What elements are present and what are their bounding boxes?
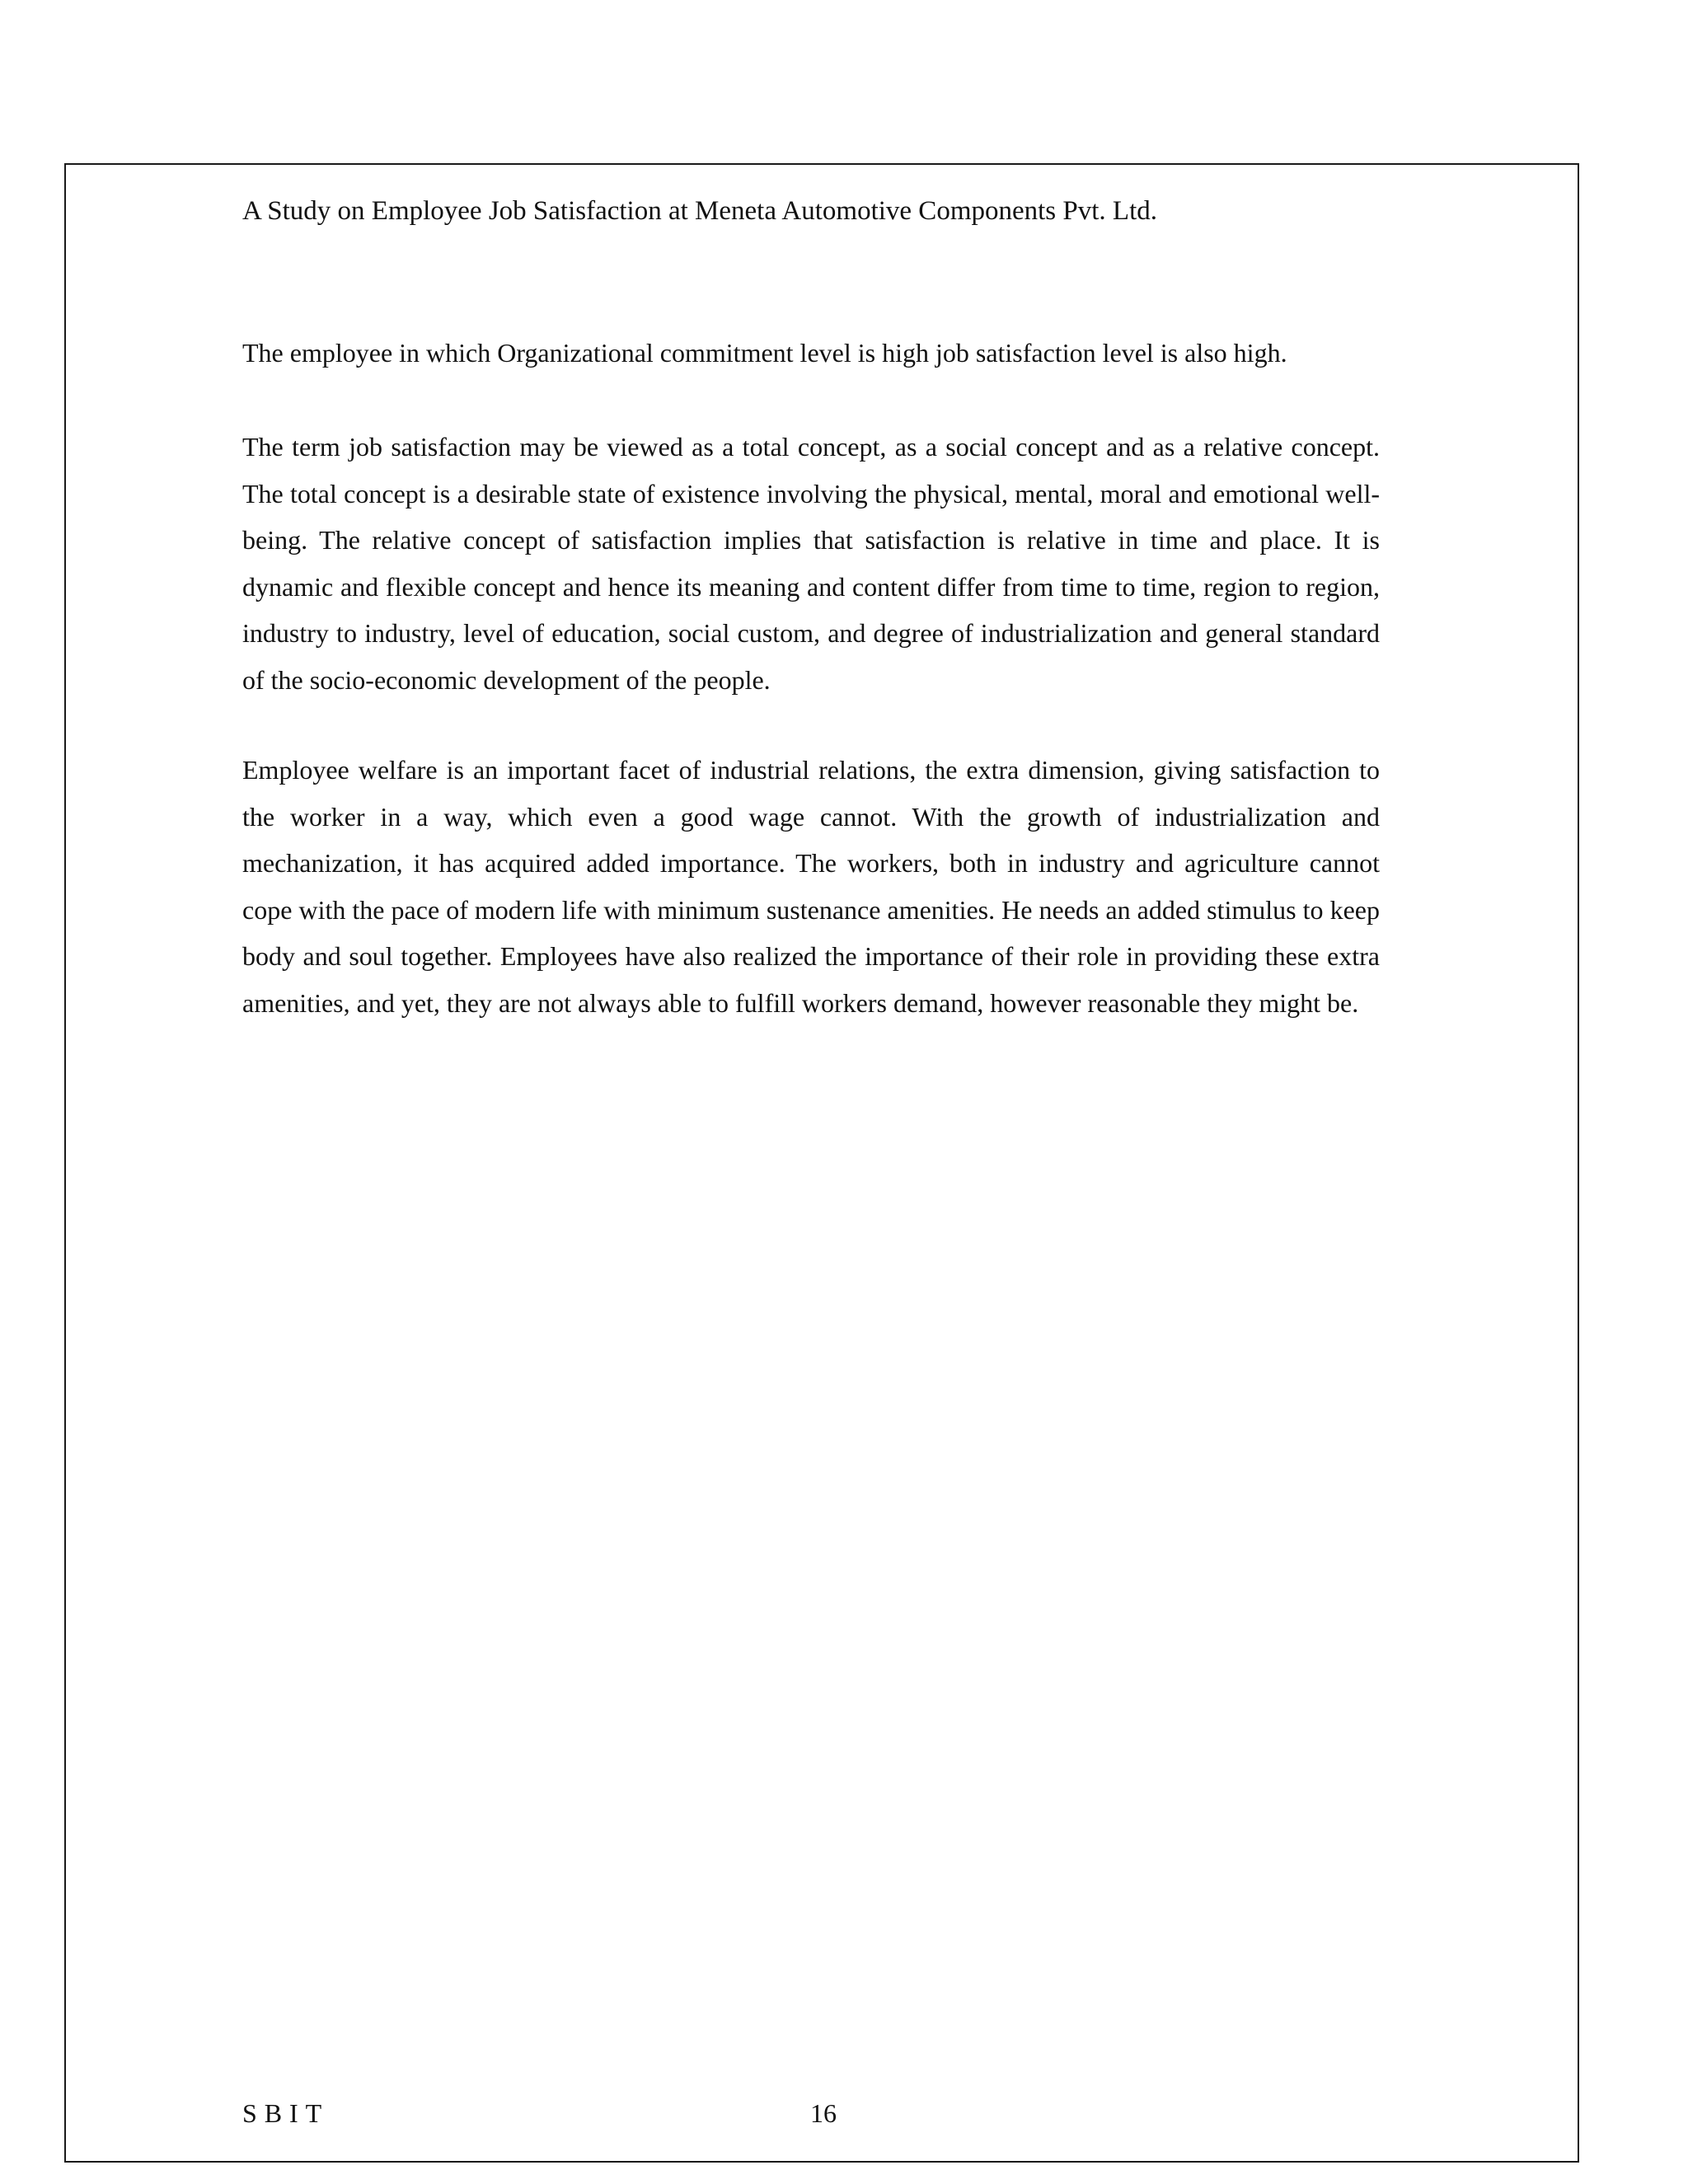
body-paragraph-1: The employee in which Organizational commitment level is high job satisfaction level is also high. <box>242 338 1287 368</box>
page-number: 16 <box>810 2098 837 2128</box>
running-header: A Study on Employee Job Satisfaction at Meneta Automotive Components Pvt. Ltd. <box>242 196 1157 226</box>
body-paragraph-3: Employee welfare is an important facet of industrial relations, the extra dimension, giving satisfaction to the worker in a way, which even a good wage cannot. With the growth of industrialization and mechanization, it has acquired added importance. The workers, both in industry and agriculture cannot cope with the pace of modern life with minimum sustenance amenities. He needs an added stimulus to keep body and soul together. Employees have also realized the importance of their role in providing these extra amenities, and yet, they are not always able to fulfill workers demand, however reasonable they might be. <box>242 755 1380 1018</box>
body-paragraph-2: The term job satisfaction may be viewed as a total concept, as a social concept and as a relative concept. The total concept is a desirable state of existence involving the physical, mental, moral and emotional well-being. The relative concept of satisfaction implies that satisfaction is relative in time and place. It is dynamic and flexible concept and hence its meaning and content differ from time to time, region to region, industry to industry, level of education, social custom, and degree of industrialization and general standard of the socio-economic development of the people. <box>242 432 1380 695</box>
footer-institution: SBIT <box>242 2098 330 2128</box>
